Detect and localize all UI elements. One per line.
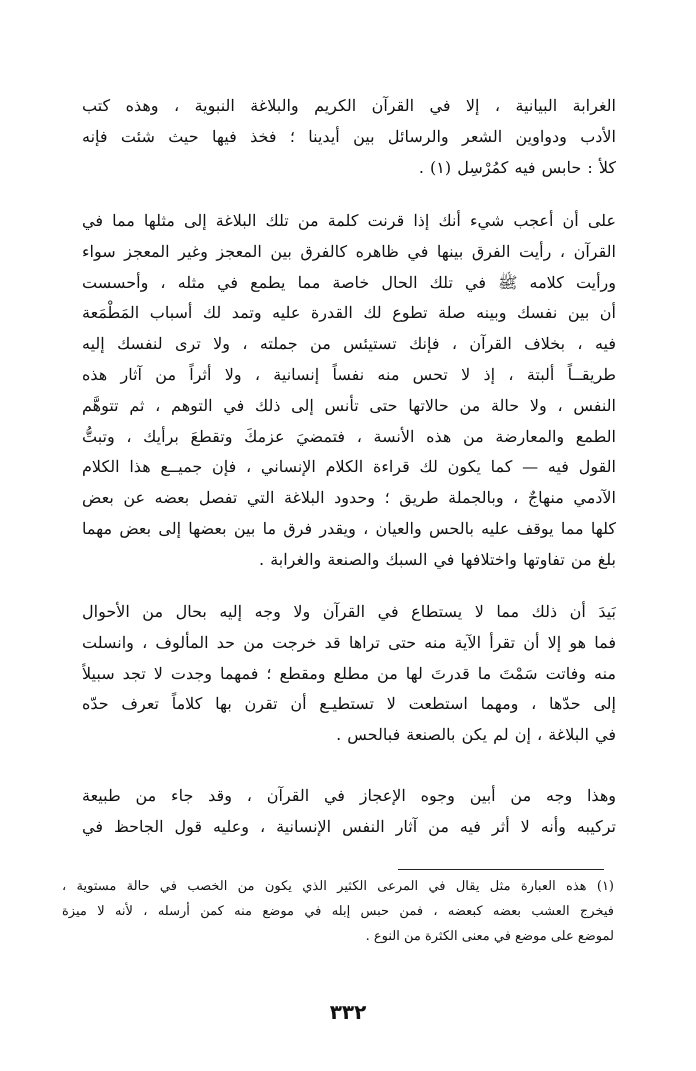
- text-line: الآدمي منهاجٌ ، وبالجملة طريق ؛ وحدود البلاغة التي تفصل بعضه عن بعض: [82, 488, 616, 508]
- paragraph-4: [82, 781, 616, 843]
- text-line: القرآن ، رأيت الفرق بينها في ظاهره كالفرق بين المعجز وغير المعجز سواء: [82, 241, 616, 261]
- footnote-divider: [398, 869, 604, 870]
- text-line: القول فيه — كما يكون لك قراءة الكلام الإنساني ، فإن جميــع هذا الكلام: [82, 457, 616, 477]
- paragraph-2: [82, 206, 616, 576]
- footnote: [62, 874, 614, 949]
- text-line: ورأيت كلامه ﷺ في تلك الحال خاصة مما يطمع في مثله ، وأحسست: [82, 272, 616, 292]
- paragraph-3: [82, 597, 616, 751]
- paragraph-1: [82, 91, 616, 183]
- text-line: بَيدَ أن ذلك مما لا يستطاع في القرآن ولا وجه إليه بحال من الأحوال: [82, 602, 616, 621]
- text-line: فيه ، بخلاف القرآن ، فإنك تستيئس من جملته ، ولا ترى لنفسك إليه: [82, 334, 616, 354]
- footnote-line: لموضع على موضع في معنى الكثرة من النوع .: [365, 929, 614, 944]
- text-line: إلى حدّها ، ومهما استطعت لا تستطيـع أن تقرن بها كلاماً تعرف حدّه: [82, 694, 616, 714]
- text-line: الأدب ودواوين الشعر والرسائل بين أيدينا ؛ فخذ فيها حيث شئت فإنه: [82, 126, 616, 146]
- text-line: الطمع والمعارضة من هذه الأنسة ، فتمضيَ عزمكَ وتقطعَ برأيك ، وتبتُّ: [82, 426, 616, 446]
- text-line: كلها مما يوقف عليه بالحس والعيان ، ويقدر فرق ما بين بعضها إلى بعض مهما: [82, 518, 616, 538]
- text-line: الغرابة البيانية ، إلا في القرآن الكريم والبلاغة النبوية ، وهذه كتب: [82, 96, 616, 115]
- text-line: على أن أعجب شيء أنك إذا قرنت كلمة من تلك البلاغة إلى مثلها مما في: [82, 211, 616, 230]
- footnote-line: فيخرج العشب بعضه كبعضه ، فمن حبس إبله في موضع منه كمن أرسله ، لأنه لا ميزة: [62, 904, 614, 919]
- text-line: بلغ من تفاوتها واختلافها في السبك والصنعة والغرابة .: [259, 549, 616, 569]
- footnote-line: (١) هذه العبارة مثل يقال في المرعى الكثير الذي يكون من الخصب في حالة مستوية ،: [62, 879, 614, 894]
- text-line: كلأ : حابس فيه كمُرْسِل (١) .: [418, 157, 616, 177]
- text-line: النفس ، ولا حالة من حالاتها حتى تأنس إلى ذلك في التوهم ، ثم تتوهَّم: [82, 395, 616, 415]
- text-line: أن بين نفسك وبينه صلة تطوع لك القدرة عليه وتمد لك أسباب المَطْمَعة: [82, 303, 616, 323]
- text-line: تركيبه وأنه لا أثر فيه من آثار النفس الإنسانية ، وعليه قول الجاحظ في: [82, 816, 616, 836]
- text-line: فما هو إلا أن تقرأ الآية منه حتى تراها قد خرجت من حد المألوف ، وانسلت: [82, 632, 616, 652]
- text-line: منه وفاتت سَمْتَ ما قدرتَ لها من مطلع ومقطع ؛ فمهما وجدت لا تجد سبيلاً: [82, 663, 616, 683]
- text-line: وهذا وجه من أبين وجوه الإعجاز في القرآن ، وقد جاء من طبيعة: [82, 786, 616, 805]
- page-number: ٣٣٢: [329, 1000, 367, 1024]
- text-line: طريقــاً ألبتة ، إذ لا تحس منه نفساً إنسانية ، ولا أثراً من آثار هذه: [82, 364, 616, 384]
- text-line: في البلاغة ، إن لم يكن بالصنعة فبالحس .: [336, 725, 616, 745]
